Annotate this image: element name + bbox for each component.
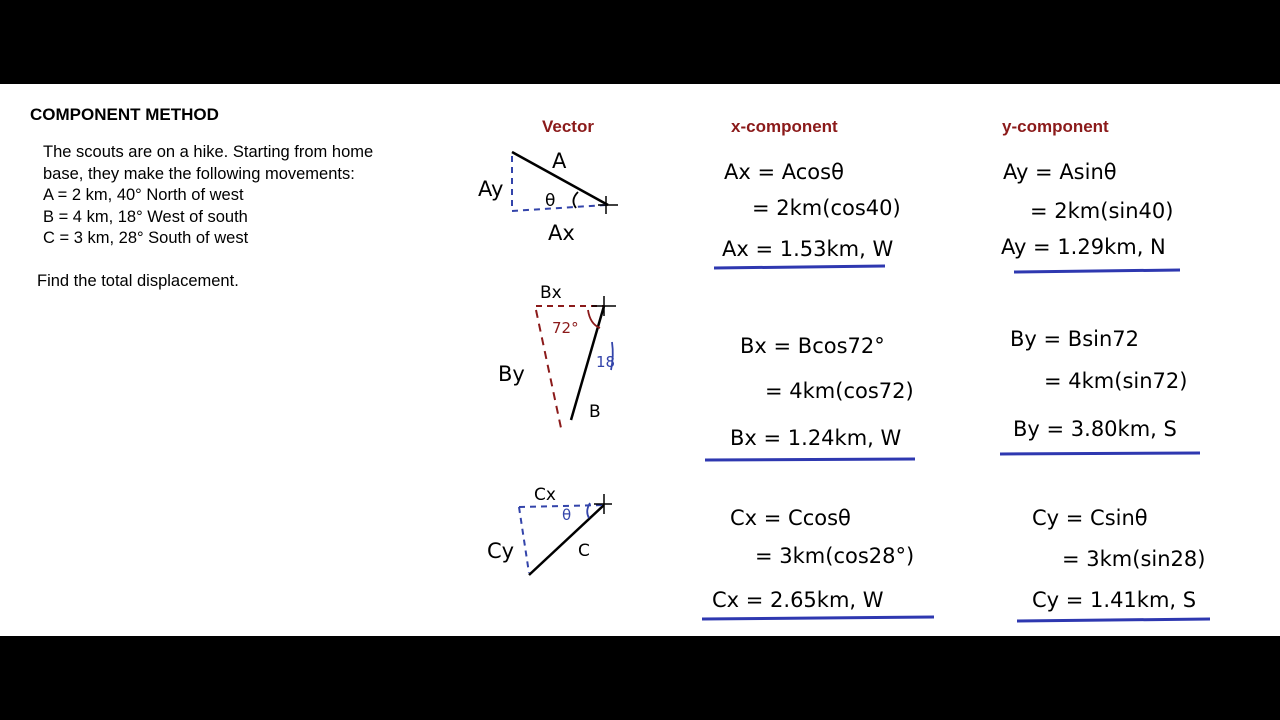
label-72-degrees: 72° (552, 319, 579, 337)
result-underline (1014, 270, 1180, 272)
label-b: B (589, 402, 601, 422)
work-line: Ax = Acosθ (724, 160, 844, 184)
cy-work (1017, 506, 1210, 621)
work-result: Bx = 1.24km, W (730, 426, 902, 450)
work-result: Ay = 1.29km, N (1001, 235, 1166, 259)
result-underline (714, 266, 885, 268)
work-result: Ax = 1.53km, W (722, 237, 894, 261)
result-underline (1000, 453, 1200, 454)
work-result: By = 3.80km, S (1013, 417, 1177, 441)
work-line: Bx = Bcos72° (740, 334, 885, 358)
work-line: By = Bsin72 (1010, 327, 1139, 351)
label-18: 18 (596, 353, 616, 371)
vector-c-diagram (487, 485, 612, 575)
work-line: = 2km(sin40) (1030, 199, 1174, 223)
work-result: Cy = 1.41km, S (1032, 588, 1197, 612)
ax-dashed-line (512, 205, 606, 211)
result-underline (1017, 619, 1210, 621)
handwritten-work (0, 84, 1280, 636)
problem-line: base, they make the following movements: (43, 164, 355, 183)
work-line: Ay = Asinθ (1003, 160, 1117, 184)
page-title: COMPONENT METHOD (30, 105, 219, 124)
movement-c: C = 3 km, 28° South of west (43, 229, 249, 247)
label-a: A (552, 149, 567, 173)
vector-column-header: Vector (542, 117, 594, 136)
result-underline (705, 459, 915, 460)
movement-a: A = 2 km, 40° North of west (43, 186, 244, 204)
bx-work (705, 334, 915, 460)
cx-work (702, 506, 934, 619)
work-line: Cx = Ccosθ (730, 506, 851, 530)
angle-arc (573, 192, 578, 208)
label-theta: θ (562, 506, 572, 524)
work-line: = 3km(cos28°) (755, 544, 915, 568)
label-ay: Ay (478, 177, 504, 201)
problem-prompt: Find the total displacement. (37, 272, 239, 290)
work-line: = 3km(sin28) (1062, 547, 1206, 571)
label-cy: Cy (487, 539, 515, 563)
problem-line: The scouts are on a hike. Starting from home (43, 143, 374, 161)
movement-b: B = 4 km, 18° West of south (43, 207, 248, 226)
label-theta: θ (545, 191, 556, 211)
vector-b-diagram (498, 283, 616, 428)
ax-work (714, 160, 901, 268)
label-ax: Ax (548, 221, 575, 245)
x-component-column-header: x-component (731, 117, 838, 136)
ay-work (1001, 160, 1180, 272)
label-c: C (578, 541, 590, 561)
cy-dashed-line (519, 507, 529, 573)
vector-a-diagram (478, 149, 618, 245)
label-bx: Bx (540, 283, 562, 303)
result-underline (702, 617, 934, 619)
work-line: Cy = Csinθ (1032, 506, 1148, 530)
work-line: = 2km(cos40) (752, 196, 901, 220)
work-result: Cx = 2.65km, W (712, 588, 884, 612)
slide (0, 84, 1280, 636)
work-line: = 4km(cos72) (765, 379, 914, 403)
by-work (1000, 327, 1200, 454)
label-by: By (498, 362, 525, 386)
y-component-column-header: y-component (1002, 117, 1109, 136)
label-cx: Cx (534, 485, 556, 505)
work-line: = 4km(sin72) (1044, 369, 1188, 393)
